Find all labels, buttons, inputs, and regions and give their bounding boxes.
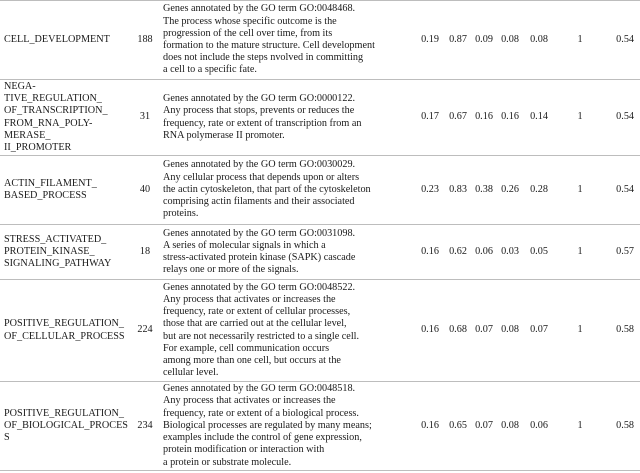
go-term-name: ACTIN_FILAMENT_ BASED_PROCESS [4, 177, 97, 201]
value-cell: 0.09 [475, 33, 493, 45]
value-cell: 0.16 [421, 245, 439, 257]
value-cell: 0.28 [530, 183, 548, 195]
go-term-name: STRESS_ACTIVATED_ PROTEIN_KINASE_ SIGNALING_PATHWAY [4, 233, 112, 270]
value-cell: 1 [577, 324, 583, 336]
value-cell: 0.16 [501, 111, 519, 123]
value-cell: 1 [577, 419, 583, 431]
gene-set-size: 31 [139, 111, 151, 123]
table-row [0, 225, 640, 280]
go-term-name: POSITIVE_REGULATION_ OF_CELLULAR_PROCESS [4, 318, 125, 342]
value-cell: 1 [577, 33, 583, 45]
value-cell: 0.16 [421, 419, 439, 431]
value-cell: 0.68 [449, 324, 467, 336]
go-term-name: CELL_DEVELOPMENT [4, 33, 110, 45]
table-row [0, 80, 640, 156]
value-cell: 0.23 [421, 183, 439, 195]
go-term-description: Genes annotated by the GO term GO:0031098. A series of molecular signals in which a stress-activated protein kinase (SAPK) cascade relays one or more of the signals. [163, 227, 356, 276]
value-cell: 0.05 [530, 245, 548, 257]
table-row [0, 382, 640, 471]
value-cell: 0.16 [421, 324, 439, 336]
value-cell: 0.08 [501, 33, 519, 45]
value-cell: 0.14 [530, 111, 548, 123]
go-term-description: Genes annotated by the GO term GO:0048522. Any process that activates or increases the frequency, rate or extent of cellular processes, those that are carried out at the cellular level, but are not necessarily restricted to a single cell. For example, cell communication occurs among more than one cell, but occurs at the cellular level. [163, 281, 360, 379]
go-term-description: Genes annotated by the GO term GO:0030029. Any cellular process that depends upon or alters the actin cytoskeleton, that part of the cytoskeleton comprising actin filaments and their associated proteins. [163, 159, 371, 220]
gene-set-size: 40 [139, 183, 151, 195]
value-cell: 0.17 [421, 111, 439, 123]
value-cell: 0.65 [449, 419, 467, 431]
value-cell: 0.07 [530, 324, 548, 336]
value-cell: 1 [577, 245, 583, 257]
value-cell: 0.54 [616, 33, 634, 45]
go-term-name: POSITIVE_REGULATION_ OF_BIOLOGICAL_PROCES S [4, 407, 128, 444]
value-cell: 0.58 [616, 419, 634, 431]
gene-set-size: 188 [137, 33, 153, 45]
value-cell: 1 [577, 111, 583, 123]
value-cell: 0.26 [501, 183, 519, 195]
value-cell: 0.54 [616, 111, 634, 123]
value-cell: 1 [577, 183, 583, 195]
table-row [0, 1, 640, 80]
go-term-description: Genes annotated by the GO term GO:0048518. Any process that activates or increases the frequency, rate or extent of a biological process. Biological processes are regulated by many means; examples include the control of gene expression, protein modification or interaction with a protein or substrate molecule. [163, 383, 372, 468]
gene-set-size: 234 [137, 419, 153, 431]
table-row [0, 280, 640, 382]
value-cell: 0.83 [449, 183, 467, 195]
value-cell: 0.54 [616, 183, 634, 195]
value-cell: 0.57 [616, 245, 634, 257]
value-cell: 0.08 [530, 33, 548, 45]
value-cell: 0.03 [501, 245, 519, 257]
value-cell: 0.07 [475, 324, 493, 336]
value-cell: 0.38 [475, 183, 493, 195]
gene-set-size: 224 [137, 324, 153, 336]
value-cell: 0.87 [449, 33, 467, 45]
value-cell: 0.19 [421, 33, 439, 45]
go-term-name: NEGA- TIVE_REGULATION_ OF_TRANSCRIPTION_ FROM_RNA_POLY- MERASE_ II_PROMOTER [4, 80, 108, 153]
table-row [0, 156, 640, 225]
value-cell: 0.08 [501, 419, 519, 431]
go-term-description: Genes annotated by the GO term GO:0000122. Any process that stops, prevents or reduces the frequency, rate or extent of transcription from an RNA polymerase II promoter. [163, 93, 362, 141]
value-cell: 0.06 [530, 419, 548, 431]
value-cell: 0.08 [501, 324, 519, 336]
value-cell: 0.67 [449, 111, 467, 123]
value-cell: 0.62 [449, 245, 467, 257]
value-cell: 0.06 [475, 245, 493, 257]
value-cell: 0.16 [475, 111, 493, 123]
go-term-description: Genes annotated by the GO term GO:0048468. The process whose specific outcome is the progression of the cell over time, from its formation to the mature structure. Cell development does not include the steps nvolved in committing a cell to a specific fate. [163, 3, 375, 76]
gene-set-size: 18 [139, 245, 151, 257]
value-cell: 0.58 [616, 324, 634, 336]
value-cell: 0.07 [475, 419, 493, 431]
